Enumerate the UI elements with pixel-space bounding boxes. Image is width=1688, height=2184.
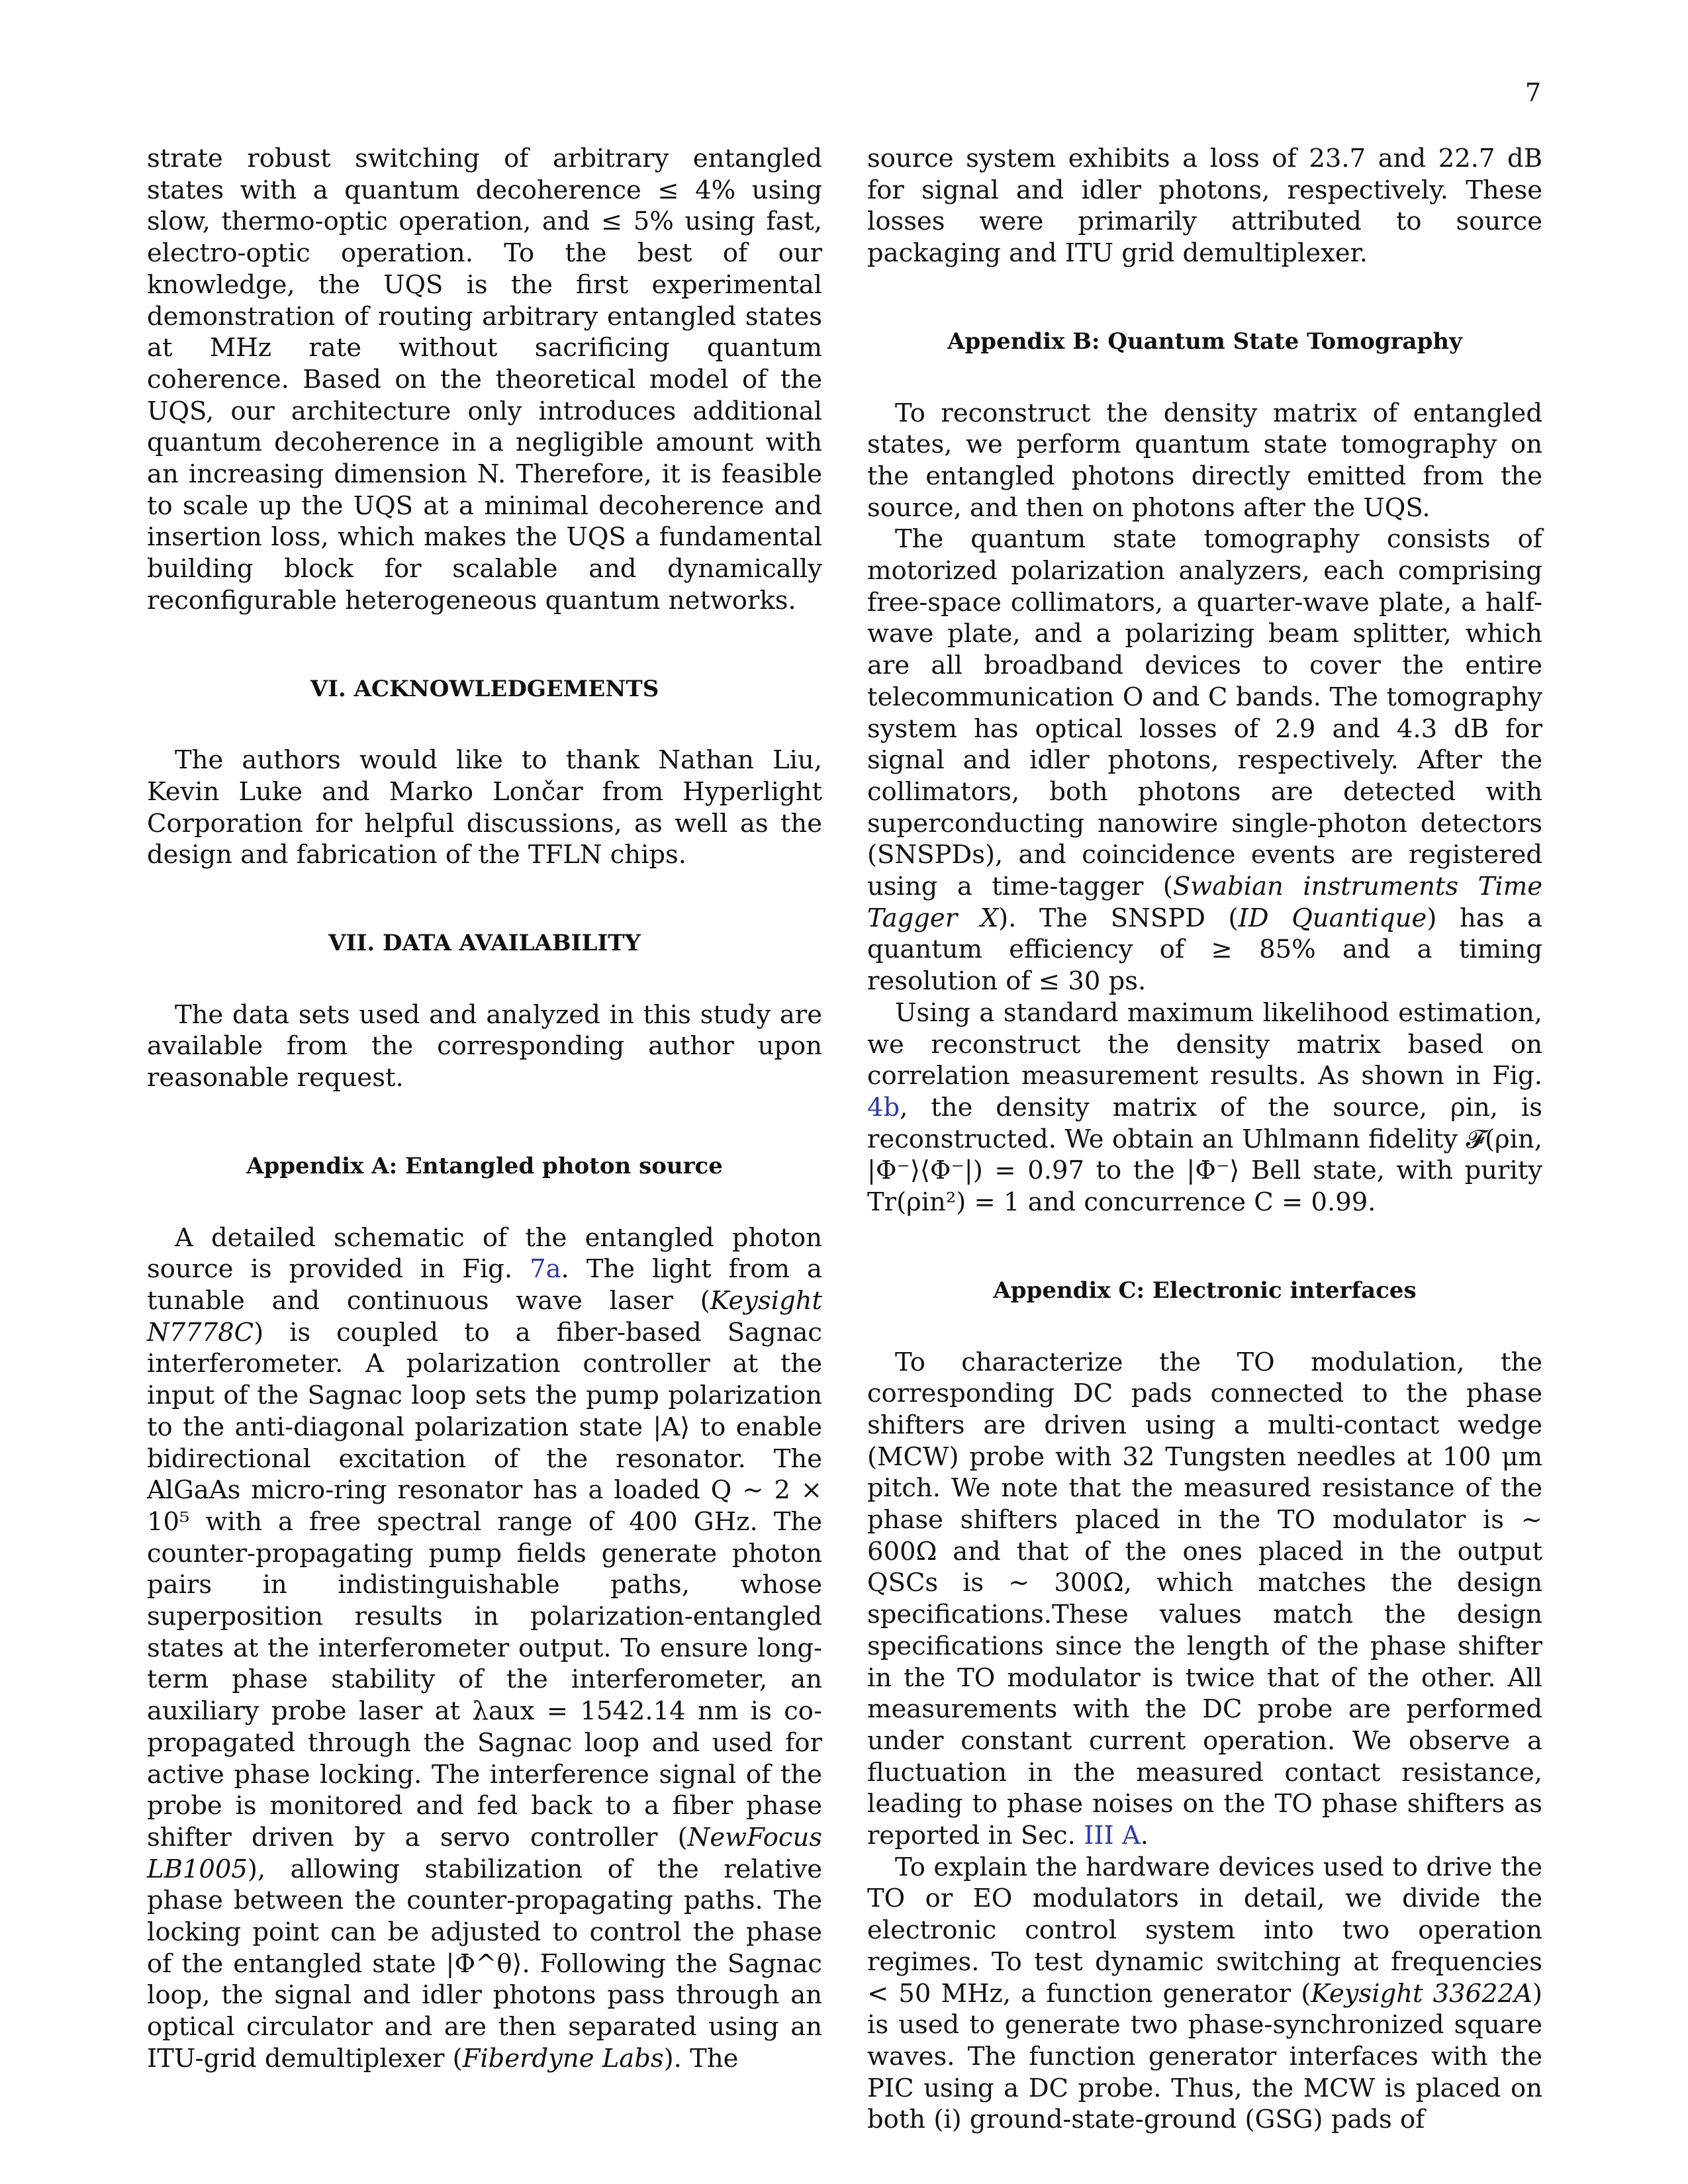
- paragraph-conclusion: strate robust switching of arbitrary entangled states with a quantum decoherence ≤ 4% using slow, thermo-optic operation, and ≤ 5% using fast, electro-optic operation. To the best of our knowledge, the UQS is the first experimental demonstration of routing arbitrary entangled states at MHz rate without sacrificing quantum coherence. Based on the theoretical model of the UQS, our architecture only introduces additional quantum decoherence in a negligible amount with an increasing dimension N. Therefore, it is feasible to scale up the UQS at a minimal decoherence and insertion loss, which makes the UQS a fundamental building block for scalable and dynamically reconfigurable heterogeneous quantum networks.: [147, 144, 822, 615]
- appendix-b-heading: Appendix B: Quantum State Tomography: [947, 328, 1462, 355]
- paragraph-data-availability: The data sets used and analyzed in this study are available from the corresponding author upon reasonable request.: [147, 999, 822, 1093]
- time-tagger-model: Swabian instruments Time Tagger X: [867, 872, 1542, 933]
- section-heading-acknowledgements: VI. ACKNOWLEDGEMENTS: [310, 675, 659, 702]
- text-run: , the density matrix of the source, ρin, is reconstructed. We obtain an Uhlmann fidelity 𝓕(ρin, |Φ⁻⟩⟨Φ⁻|) = 0.97 to the |Φ⁻⟩ Bell state, with purity Tr(ρin²) = 1 and concurrence C = 0.99.: [867, 1092, 1542, 1218]
- text-run: A detailed schematic of the entangled photon source is provided in Fig.: [147, 1222, 822, 1285]
- laser-model: Keysight N7778C: [147, 1285, 822, 1347]
- text-run: To explain the hardware devices used to drive the TO or EO modulators in detail, we divide the electronic control system into two operation regimes. To test dynamic switching at frequencies < 50 MHz, a function generator (: [867, 1852, 1542, 2009]
- paragraph-source-loss: source system exhibits a loss of 23.7 and 22.7 dB for signal and idler photons, respectively. These losses were primarily attributed to source packaging and ITU grid demultiplexer.: [867, 144, 1542, 269]
- text-run: The quantum state tomography consists of motorized polarization analyzers, each comprising free-space collimators, a quarter-wave plate, a half-wave plate, and a polarizing beam splitter, which are all broadband devices to cover the entire telecommunication O and C bands. The tomography system has optical losses of 2.9 and 4.3 dB for signal and idler photons, respectively. After the collimators, both photons are detected with superconducting nanowire single-photon detectors (SNSPDs), and coincidence events are registered using a time-tagger (: [867, 524, 1542, 902]
- function-generator-model: Keysight 33622A: [1311, 1978, 1532, 2009]
- text-run: ). The SNSPD (: [998, 903, 1239, 933]
- text-run: . The light from a tunable and continuous wave laser (: [147, 1254, 822, 1316]
- paragraph-acknowledgements: The authors would like to thank Nathan Liu, Kevin Luke and Marko Lončar from Hyperlight Corporation for helpful discussions, as well as the design and fabrication of the TFLN chips.: [147, 745, 822, 870]
- text-run: ) is used to generate two phase-synchronized square waves. The function generator interfaces with the PIC using a DC probe. Thus, the MCW is placed on both (i) ground-state-ground (GSG) pads of: [867, 1978, 1542, 2135]
- text-run: To characterize the TO modulation, the corresponding DC pads connected to the phase shifters are driven using a multi-contact wedge (MCW) probe with 32 Tungsten needles at 100 μm pitch. We note that the measured resistance of the phase shifters placed in the TO modulator is ∼ 600Ω and that of the ones placed in the output QSCs is ∼ 300Ω, which matches the design specifications.These values match the design specifications since the length of the phase shifter in the TO modulator is twice that of the other. All measurements with the DC probe are performed under constant current operation. We observe a fluctuation in the measured contact resistance, leading to phase noises on the TO phase shifters as reported in Sec.: [867, 1347, 1542, 1851]
- paragraph-appendix-b-1: To reconstruct the density matrix of entangled states, we perform quantum state tomography on the entangled photons directly emitted from the source, and then on photons after the UQS.: [867, 398, 1542, 523]
- servo-model: NewFocus LB1005: [147, 1822, 822, 1884]
- text-run: .: [1140, 1821, 1149, 1851]
- text-run: ) is coupled to a fiber-based Sagnac interferometer. A polarization controller at the input of the Sagnac loop sets the pump polarization to the anti-diagonal polarization state |A⟩ to enable bidirectional excitation of the resonator. The AlGaAs micro-ring resonator has a loaded Q ∼ 2 × 10⁵ with a free spectral range of 400 GHz. The counter-propagating pump fields generate photon pairs in indistinguishable paths, whose superposition results in polarization-entangled states at the interferometer output. To ensure long-term phase stability of the interferometer, an auxiliary probe laser at λaux = 1542.14 nm is co-propagated through the Sagnac loop and used for active phase locking. The interference signal of the probe is monitored and fed back to a fiber phase shifter driven by a servo controller (: [147, 1317, 822, 1852]
- text-run: ). The: [663, 2043, 739, 2073]
- appendix-a-heading: Appendix A: Entangled photon source: [246, 1152, 723, 1179]
- paragraph-appendix-c-1: [867, 1347, 1542, 1852]
- demux-vendor: Fiberdyne Labs: [462, 2043, 664, 2073]
- paragraph-appendix-a: [147, 1222, 822, 2075]
- paragraph-appendix-b-2: [867, 523, 1542, 997]
- section-heading-data-availability: VII. DATA AVAILABILITY: [328, 930, 641, 957]
- figure-4b-link[interactable]: 4b: [867, 1092, 900, 1122]
- text-run: ) has a quantum efficiency of ≥ 85% and a timing resolution of ≤ 30 ps.: [867, 903, 1542, 997]
- left-column: [147, 143, 822, 2075]
- text-run: Using a standard maximum likelihood estimation, we reconstruct the density matrix based on correlation measurement results. As shown in Fig.: [867, 997, 1542, 1091]
- snspd-vendor: ID Quantique: [1238, 903, 1427, 933]
- paragraph-appendix-c-2: [867, 1852, 1542, 2136]
- appendix-c-heading: Appendix C: Electronic interfaces: [993, 1277, 1417, 1304]
- section-iiia-link[interactable]: III A: [1084, 1821, 1141, 1851]
- page-number: 7: [1524, 78, 1541, 107]
- text-run: ), allowing stabilization of the relative phase between the counter-propagating paths. The locking point can be adjusted to control the phase of the entangled state |Φ^θ⟩. Following the Sagnac loop, the signal and idler photons pass through an optical circulator and are then separated using an ITU-grid demultiplexer (: [147, 1854, 822, 2073]
- paragraph-appendix-b-3: [867, 997, 1542, 1218]
- right-column: [867, 143, 1542, 2136]
- figure-7a-link[interactable]: 7a: [530, 1254, 561, 1285]
